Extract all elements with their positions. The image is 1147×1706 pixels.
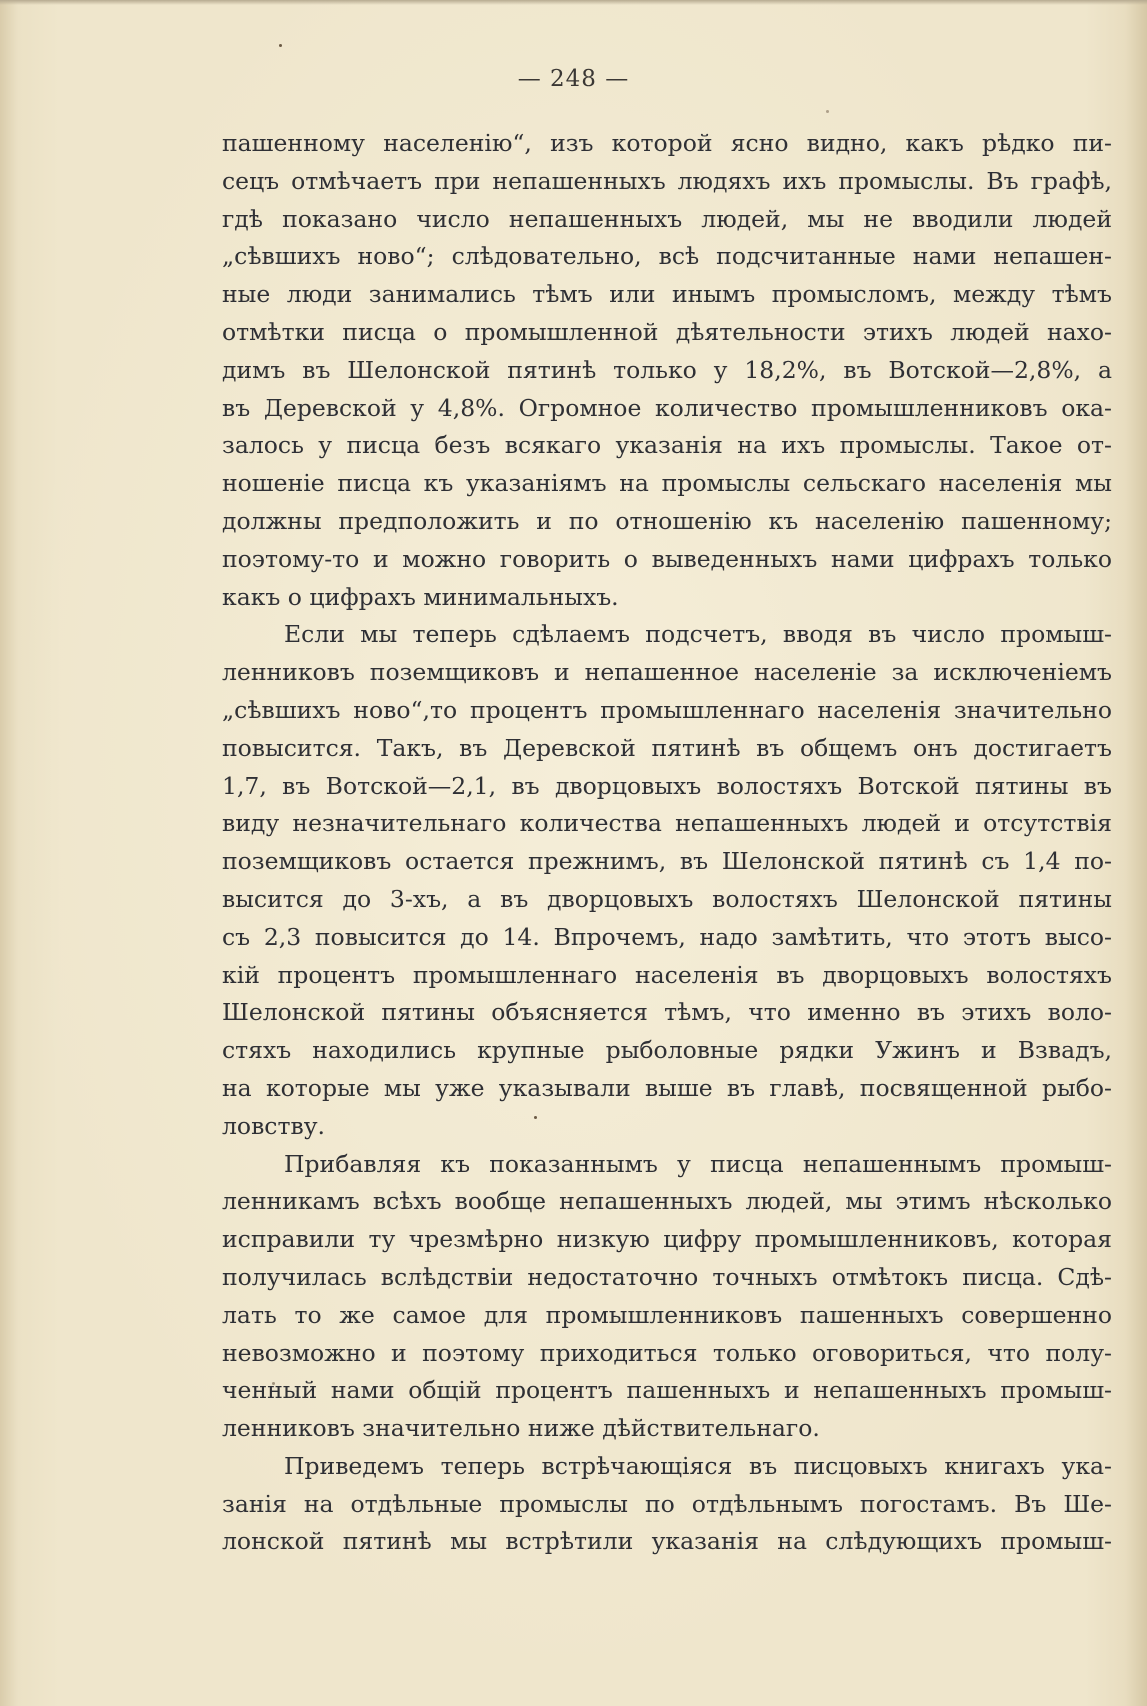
paper-speck [826,110,829,113]
text-line: съ 2,3 повысится до 14. Впрочемъ, надо замѣтить, что этотъ высо- [222,922,1112,951]
text-line: кій процентъ промышленнаго населенія въ дворцовыхъ волостяхъ [222,960,1112,989]
paragraph [222,1146,1112,1448]
text-line: на которые мы уже указывали выше въ главѣ, посвященной рыбо- [222,1073,1112,1102]
text-line: лать то же самое для промышленниковъ пашенныхъ совершенно [222,1300,1112,1329]
text-line: лонской пятинѣ мы встрѣтили указанія на слѣдующихъ промыш- [222,1527,1112,1556]
paragraph [222,616,1112,1145]
body-text [222,125,1112,1561]
text-line: занія на отдѣльные промыслы по отдѣльнымъ погостамъ. Въ Ше- [222,1489,1112,1518]
text-line: димъ въ Шелонской пятинѣ только у 18,2%, въ Вотской—2,8%, а [222,355,1112,384]
text-line: поэтому-то и можно говорить о выведенныхъ нами цифрахъ только [222,544,1112,573]
text-line: Прибавляя къ показаннымъ у писца непашеннымъ промыш- [284,1149,1112,1178]
text-line: Приведемъ теперь встрѣчающіяся въ писцовыхъ книгахъ ука- [284,1451,1112,1480]
text-line: получилась вслѣдствіи недостаточно точныхъ отмѣтокъ писца. Сдѣ- [222,1262,1112,1291]
text-line: должны предположить и по отношенію къ населенію пашенному; [222,506,1112,535]
text-line: въ Деревской у 4,8%. Огромное количество промышленниковъ ока- [222,393,1112,422]
text-line: пашенному населенію“, изъ которой ясно видно, какъ рѣдко пи- [222,129,1112,157]
text-line: „сѣвшихъ ново“; слѣдовательно, всѣ подсчитанные нами непашен- [222,242,1112,271]
text-line: гдѣ показано число непашенныхъ людей, мы не вводили людей [222,204,1112,233]
text-line: виду незначительнаго количества непашенныхъ людей и отсутствія [222,809,1112,838]
text-line: ленниковъ значительно ниже дѣйствительнаго. [222,1414,820,1443]
text-line: залось у писца безъ всякаго указанія на ихъ промыслы. Такое от- [222,431,1112,460]
text-line: ловству. [222,1111,325,1140]
page-top-edge [0,0,1147,5]
paragraph [222,125,1112,616]
text-line: ленникамъ всѣхъ вообще непашенныхъ людей, мы этимъ нѣсколько [222,1187,1112,1216]
text-line: исправили ту чрезмѣрно низкую цифру промышленниковъ, которая [222,1225,1112,1254]
text-line: ченный нами общій процентъ пашенныхъ и непашенныхъ промыш- [222,1376,1112,1405]
text-line: какъ о цифрахъ минимальныхъ. [222,582,619,611]
text-line: отмѣтки писца о промышленной дѣятельности этихъ людей нахо- [222,317,1112,346]
paragraph [222,1448,1112,1561]
text-line: ленниковъ поземщиковъ и непашенное населеніе за исключеніемъ [222,658,1112,687]
text-line: Шелонской пятины объясняется тѣмъ, что именно въ этихъ воло- [222,998,1112,1027]
paper-speck [279,44,282,47]
text-line: поземщиковъ остается прежнимъ, въ Шелонской пятинѣ съ 1,4 по- [222,847,1112,876]
text-line: 1,7, въ Вотской—2,1, въ дворцовыхъ волостяхъ Вотской пятины въ [222,771,1112,800]
page-number: — 248 — [517,66,630,92]
text-line: стяхъ находились крупные рыболовные рядки Ужинъ и Взвадъ, [222,1036,1112,1065]
text-line: невозможно и поэтому приходиться только оговориться, что полу- [222,1338,1112,1367]
text-line: ные люди занимались тѣмъ или инымъ промысломъ, между тѣмъ [222,280,1112,309]
text-line: ношеніе писца къ указаніямъ на промыслы сельскаго населенія мы [222,469,1112,498]
text-line: сецъ отмѣчаетъ при непашенныхъ людяхъ ихъ промыслы. Въ графѣ, [222,166,1112,195]
text-line: повысится. Такъ, въ Деревской пятинѣ въ общемъ онъ достигаетъ [222,733,1112,762]
text-line: высится до 3-хъ, а въ дворцовыхъ волостяхъ Шелонской пятины [222,884,1112,913]
text-line: „сѣвшихъ ново“,то процентъ промышленнаго населенія значительно [222,695,1112,724]
text-line: Если мы теперь сдѣлаемъ подсчетъ, вводя въ число промыш- [284,620,1112,649]
